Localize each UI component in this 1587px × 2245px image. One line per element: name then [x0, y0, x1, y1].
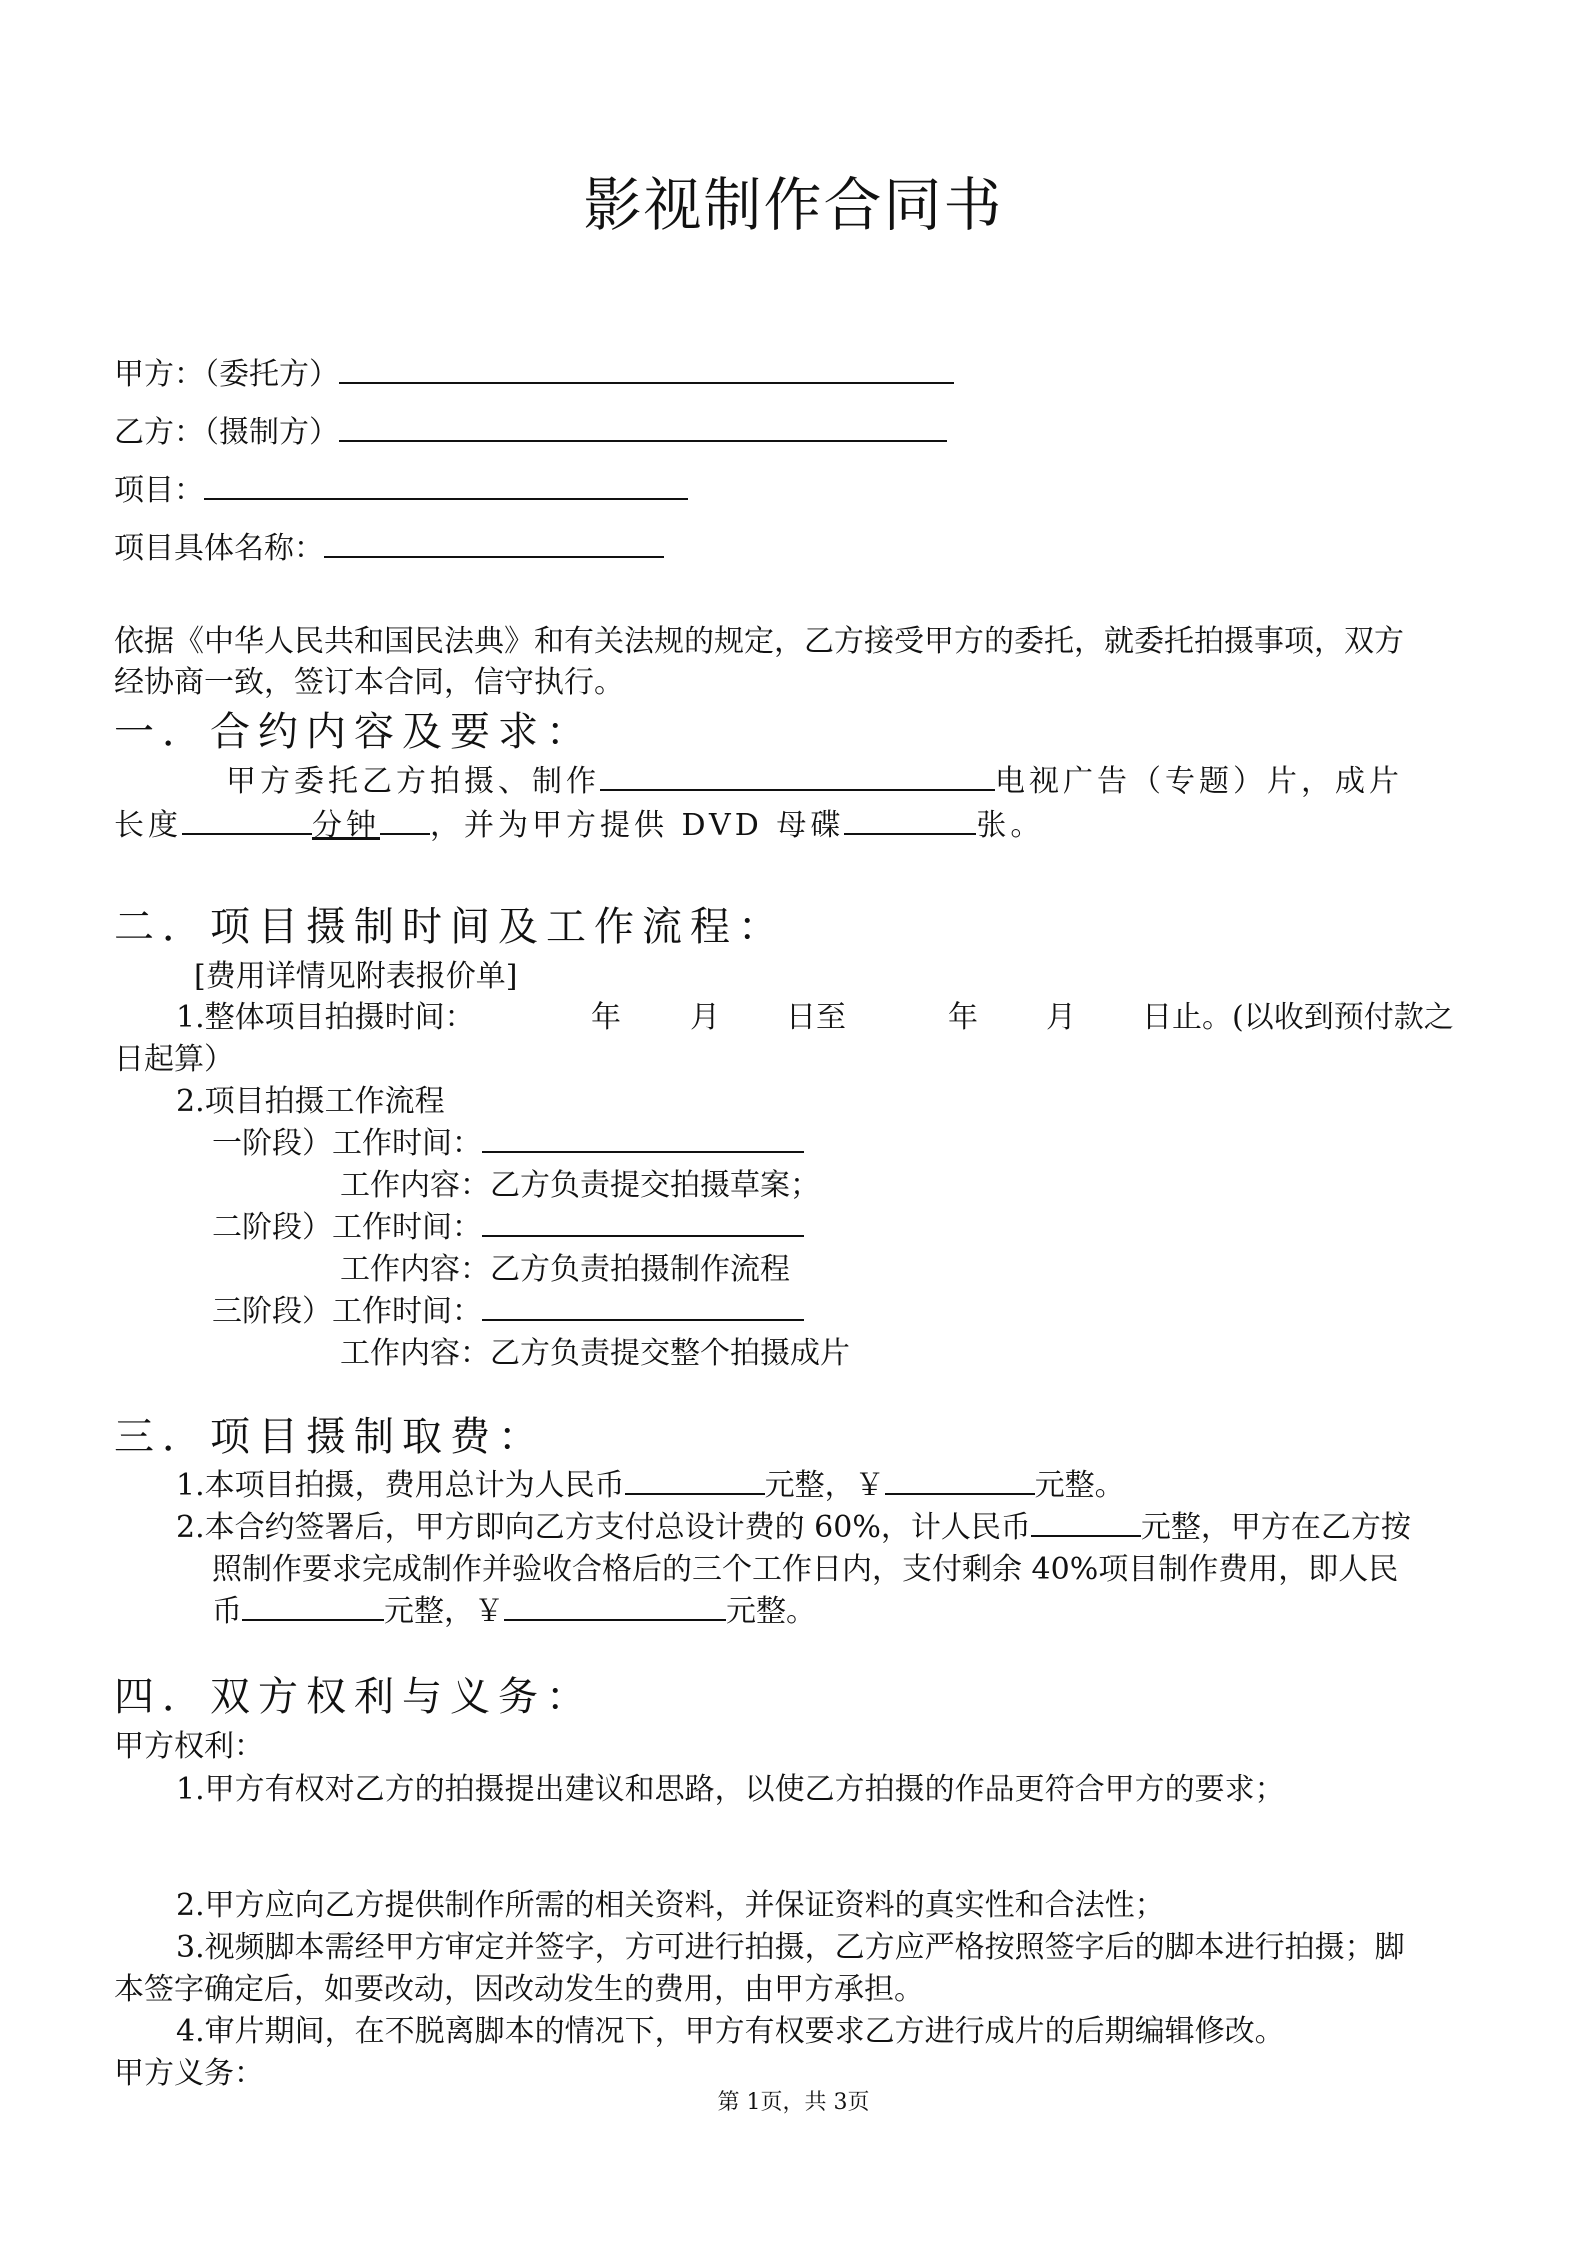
fee-total-line — [176, 1466, 1125, 1506]
right-2: 2.甲方应向乙方提供制作所需的相关资料，并保证资料的真实性和合法性； — [176, 1888, 1165, 1923]
year-1: 年 — [591, 1000, 621, 1035]
stage-1-time — [212, 1124, 804, 1164]
payment-line-2: 照制作要求完成制作并验收合格后的三个工作日内，支付剩余 40%项目制作费用，即人民 — [212, 1552, 1399, 1587]
party-a-label: 甲方：（委托方） — [114, 357, 339, 392]
project-name-label: 项目具体名称： — [114, 531, 324, 566]
schedule-line — [176, 998, 1486, 1038]
project-name-blank — [324, 530, 664, 558]
stage-1-content: 工作内容：乙方负责提交拍摄草案； — [340, 1168, 820, 1203]
page-footer: 第 1页，共 3页 — [717, 2090, 870, 2115]
right-3-line-2: 本签字确定后，如要改动，因改动发生的费用，由甲方承担。 — [114, 1972, 924, 2007]
party-a-line — [114, 355, 954, 395]
stage-3-label: 三阶段）工作时间： — [212, 1294, 482, 1329]
length-label: 长度 — [114, 808, 182, 843]
schedule-label: 1.整体项目拍摄时间： — [176, 1000, 475, 1035]
section-1-text-a: 甲方委托乙方拍摄、制作 — [226, 764, 600, 799]
right-3-line-1: 3.视频脚本需经甲方审定并签字，方可进行拍摄，乙方应严格按照签字后的脚本进行拍摄；脚 — [176, 1930, 1405, 1965]
party-b-blank — [339, 414, 947, 442]
ad-name-blank — [600, 763, 995, 791]
payment-text-a: 2.本合约签署后，甲方即向乙方支付总设计费的 60%，计人民币 — [176, 1510, 1031, 1545]
year-2: 年 — [948, 1000, 978, 1035]
party-a-rights-label: 甲方权利： — [114, 1729, 264, 1764]
fee-total-yuan: 元整，￥ — [764, 1468, 885, 1503]
payment-yuan: 元整，￥ — [384, 1594, 504, 1629]
party-b-label: 乙方：（摄制方） — [114, 415, 339, 450]
payment-line-1 — [176, 1508, 1411, 1548]
stage-2-time — [212, 1208, 804, 1248]
fee-total-rmb-blank — [625, 1467, 765, 1495]
section-1-line-1 — [226, 762, 1403, 802]
section-3-heading: 三．项目摄制取费： — [114, 1414, 546, 1460]
payment-rmb-label: 币 — [212, 1594, 242, 1629]
party-a-duties-label: 甲方义务： — [114, 2056, 264, 2091]
fee-total-yen-blank — [885, 1467, 1035, 1495]
section-1-text-b: 电视广告（专题）片，成片 — [995, 764, 1403, 799]
payment-end: 元整。 — [726, 1594, 816, 1629]
workflow-label: 2.项目拍摄工作流程 — [176, 1084, 445, 1119]
minutes-label: 分钟 — [312, 808, 380, 843]
payment-text-b: 元整，甲方在乙方按 — [1140, 1510, 1411, 1545]
section-1-heading: 一．合约内容及要求： — [114, 709, 594, 755]
quote-note: [费用详情见附表报价单] — [194, 959, 518, 994]
stage-3-time — [212, 1292, 804, 1332]
stage-1-blank — [482, 1125, 804, 1153]
section-2-heading: 二．项目摄制时间及工作流程： — [114, 904, 786, 950]
party-a-blank — [339, 356, 954, 384]
dvd-text: ，并为甲方提供 DVD 母碟 — [430, 808, 845, 843]
fee-total-end: 元整。 — [1034, 1468, 1125, 1503]
day-1: 日至 — [786, 1000, 846, 1035]
project-line — [114, 471, 688, 511]
intro-line-1: 依据《中华人民共和国民法典》和有关法规的规定，乙方接受甲方的委托，就委托拍摄事项，双方 — [114, 624, 1404, 659]
stage-2-blank — [482, 1209, 804, 1237]
stage-2-label: 二阶段）工作时间： — [212, 1210, 482, 1245]
day-2: 日止。(以收到预付款之 — [1142, 1000, 1454, 1035]
minutes-blank — [380, 807, 430, 835]
stage-2-content: 工作内容：乙方负责拍摄制作流程 — [340, 1252, 790, 1287]
balance-rmb-blank — [242, 1593, 384, 1621]
document-title: 影视制作合同书 — [583, 171, 1004, 239]
length-blank — [182, 807, 312, 835]
balance-yen-blank — [504, 1593, 726, 1621]
stage-3-content: 工作内容：乙方负责提交整个拍摄成片 — [340, 1336, 850, 1371]
right-4: 4.审片期间，在不脱离脚本的情况下，甲方有权要求乙方进行成片的后期编辑修改。 — [176, 2014, 1285, 2049]
schedule-continued: 日起算） — [114, 1042, 234, 1077]
project-blank — [204, 472, 688, 500]
month-2: 月 — [1046, 1000, 1076, 1035]
intro-line-2: 经协商一致，签订本合同，信守执行。 — [114, 665, 624, 700]
stage-3-blank — [482, 1293, 804, 1321]
fee-total-label: 1.本项目拍摄，费用总计为人民币 — [176, 1468, 625, 1503]
section-4-heading: 四．双方权利与义务： — [114, 1674, 594, 1720]
deposit-blank — [1031, 1509, 1141, 1537]
project-name-line — [114, 529, 664, 569]
section-1-line-2 — [114, 806, 1044, 846]
party-b-line — [114, 413, 947, 453]
dvd-count-blank — [844, 807, 976, 835]
payment-line-3 — [212, 1592, 816, 1632]
month-1: 月 — [690, 1000, 720, 1035]
sheets-label: 张。 — [976, 808, 1045, 843]
right-1: 1.甲方有权对乙方的拍摄提出建议和思路，以使乙方拍摄的作品更符合甲方的要求； — [176, 1772, 1285, 1807]
project-label: 项目： — [114, 473, 204, 508]
stage-1-label: 一阶段）工作时间： — [212, 1126, 482, 1161]
